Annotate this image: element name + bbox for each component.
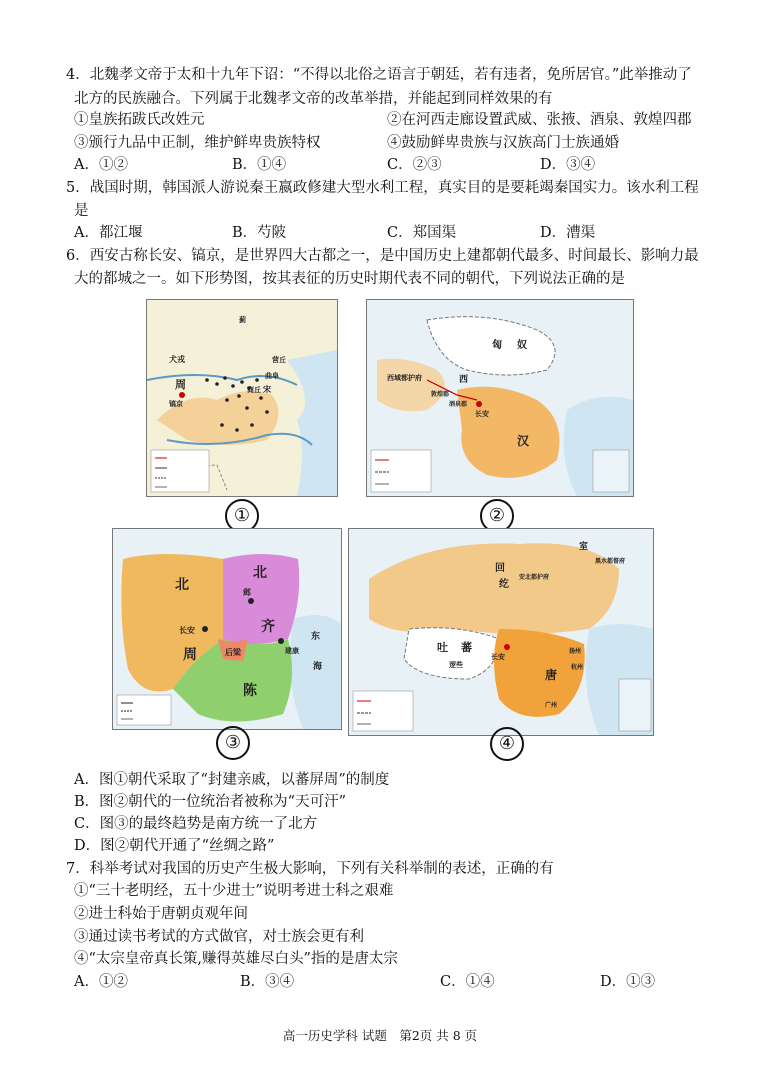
- map-2-han: [366, 299, 634, 497]
- map3-label-qi: 齐: [261, 619, 275, 635]
- q7-statement-4: ④“太宗皇帝真长策,赚得英雄尽白头”指的是唐太宗: [74, 951, 398, 967]
- q6-option-d[interactable]: D．图②朝代开通了“丝绸之路”: [74, 838, 275, 854]
- q7-option-d[interactable]: D．①③: [600, 974, 656, 990]
- map-label-2: ②: [480, 499, 514, 533]
- map4-label-hui: 回: [495, 563, 505, 574]
- map4-label-hangzhou: 杭州: [571, 664, 584, 671]
- map3-label-zhou: 周: [183, 647, 197, 663]
- q4-option-d[interactable]: D．③④: [540, 157, 596, 173]
- map1-label-ji: 蓟: [239, 316, 246, 324]
- map1-label-quanrong: 犬戎: [169, 355, 185, 364]
- map3-label-chen: 陈: [243, 683, 257, 699]
- q4-stem-line2: 北方的民族融合。下列属于北魏孝文帝的改革举措，并能起到同样效果的有: [74, 91, 553, 107]
- map2-label-xiong: 匈: [492, 340, 502, 351]
- q5-option-b[interactable]: B．芍陂: [232, 225, 287, 241]
- q7-statement-3: ③通过读书考试的方式做官，对士族会更有利: [74, 929, 364, 945]
- map4-label-he: 纥: [499, 579, 509, 590]
- map2-label-han: 汉: [517, 434, 530, 448]
- map4-label-changan: 长安: [491, 653, 505, 661]
- q4-stem-line1: 4．北魏孝文帝于太和十九年下诏：“不得以北俗之语言于朝廷，若有违者，免所居官。”此举推动了: [66, 67, 692, 83]
- map4-label-bo: 蕃: [461, 641, 472, 654]
- q6-option-a[interactable]: A．图①朝代采取了“封建亲戚，以蕃屏周”的制度: [74, 772, 390, 788]
- map3-label-bei2: 北: [253, 565, 267, 581]
- q4-option-b[interactable]: B．①④: [232, 157, 287, 173]
- q7-option-b[interactable]: B．③④: [240, 974, 295, 990]
- q7-statement-1: ①“三十老明经，五十少进士”说明考进士科之艰难: [74, 883, 394, 899]
- q7-option-a[interactable]: A．①②: [74, 974, 128, 990]
- map3-label-hai: 海: [313, 662, 323, 672]
- map3-label-ye: 邺: [243, 588, 251, 597]
- map2-label-jiuquan: 酒泉郡: [449, 401, 468, 408]
- q4-option-a[interactable]: A．①②: [74, 157, 128, 173]
- map3-label-changan: 长安: [179, 626, 195, 635]
- q7-stem-line1: 7．科举考试对我国的历史产生极大影响，下列有关科举制的表述，正确的有: [66, 861, 554, 877]
- q4-statement-3: ③颁行九品中正制，维护鲜卑贵族特权: [74, 135, 321, 151]
- map1-label-yingqiu: 营丘: [272, 356, 286, 364]
- map-1-western-zhou: [146, 299, 338, 497]
- q6-option-c[interactable]: C．图③的最终趋势是南方统一了北方: [74, 816, 318, 832]
- q4-option-c[interactable]: C．②③: [387, 157, 442, 173]
- q5-option-d[interactable]: D．漕渠: [540, 225, 596, 241]
- map1-label-zhou: 周: [175, 378, 186, 391]
- map-label-1: ①: [225, 499, 259, 533]
- map4-label-tang: 唐: [545, 668, 558, 682]
- map-3-southern-northern: [112, 528, 342, 730]
- q7-statement-2: ②进士科始于唐朝贞观年间: [74, 906, 248, 922]
- map-4-tang: [348, 528, 654, 736]
- map2-label-dunhuang: 敦煌郡: [431, 391, 450, 398]
- map1-label-qufu: 曲阜: [265, 372, 279, 380]
- q4-statement-1: ①皇族拓跋氏改姓元: [74, 112, 205, 128]
- map-label-3: ③: [216, 726, 250, 760]
- map2-label-nu: 奴: [517, 340, 527, 351]
- map4-label-yangzhou: 扬州: [569, 648, 582, 655]
- map3-label-jiankang: 建康: [285, 647, 299, 655]
- map1-label-song: 宋: [263, 385, 271, 394]
- map2-label-xi: 西: [459, 375, 469, 385]
- q5-option-c[interactable]: C．郑国渠: [387, 225, 457, 241]
- map4-label-tu: 吐: [437, 641, 448, 654]
- q4-statement-2: ②在河西走廊设置武威、张掖、酒泉、敦煌四郡: [387, 112, 692, 128]
- map4-label-guangzhou: 广州: [545, 702, 558, 709]
- q5-stem-line1: 5．战国时期，韩国派人游说秦王嬴政修建大型水利工程，真实目的是要耗竭秦国实力。该水利工程: [66, 180, 699, 196]
- q5-option-a[interactable]: A．都江堰: [74, 225, 143, 241]
- map2-label-xiyu: 西域都护府: [387, 374, 422, 382]
- page-footer: 高一历史学科 试题 第2页 共 8 页: [282, 1028, 478, 1043]
- map4-label-luoxie: 逻些: [449, 661, 463, 669]
- map1-label-shangqiu: 商丘: [247, 386, 261, 394]
- q6-stem-line1: 6．西安古称长安、镐京，是世界四大古都之一，是中国历史上建都朝代最多、时间最长、影响力最: [66, 248, 699, 264]
- map3-label-bei1: 北: [175, 577, 189, 593]
- q6-option-b[interactable]: B．图②朝代的一位统治者被称为“天可汗”: [74, 794, 346, 810]
- q6-stem-line2: 大的都城之一。如下形势图，按其表征的历史时期代表不同的朝代，下列说法正确的是: [74, 271, 625, 287]
- map3-label-dong: 东: [311, 632, 321, 642]
- map2-label-changan: 长安: [475, 410, 489, 418]
- map3-label-houliang: 后梁: [225, 648, 241, 657]
- q4-statement-4: ④鼓励鲜卑贵族与汉族高门士族通婚: [387, 135, 619, 151]
- map1-label-haojing: 镐京: [169, 400, 183, 408]
- map4-label-heishui: 黑水都督府: [595, 558, 626, 565]
- q5-stem-line2: 是: [74, 203, 89, 219]
- q7-option-c[interactable]: C．①④: [440, 974, 495, 990]
- map-label-4: ④: [490, 727, 524, 761]
- map4-label-shi: 室: [579, 542, 589, 552]
- map4-label-anbei: 安北都护府: [519, 574, 550, 581]
